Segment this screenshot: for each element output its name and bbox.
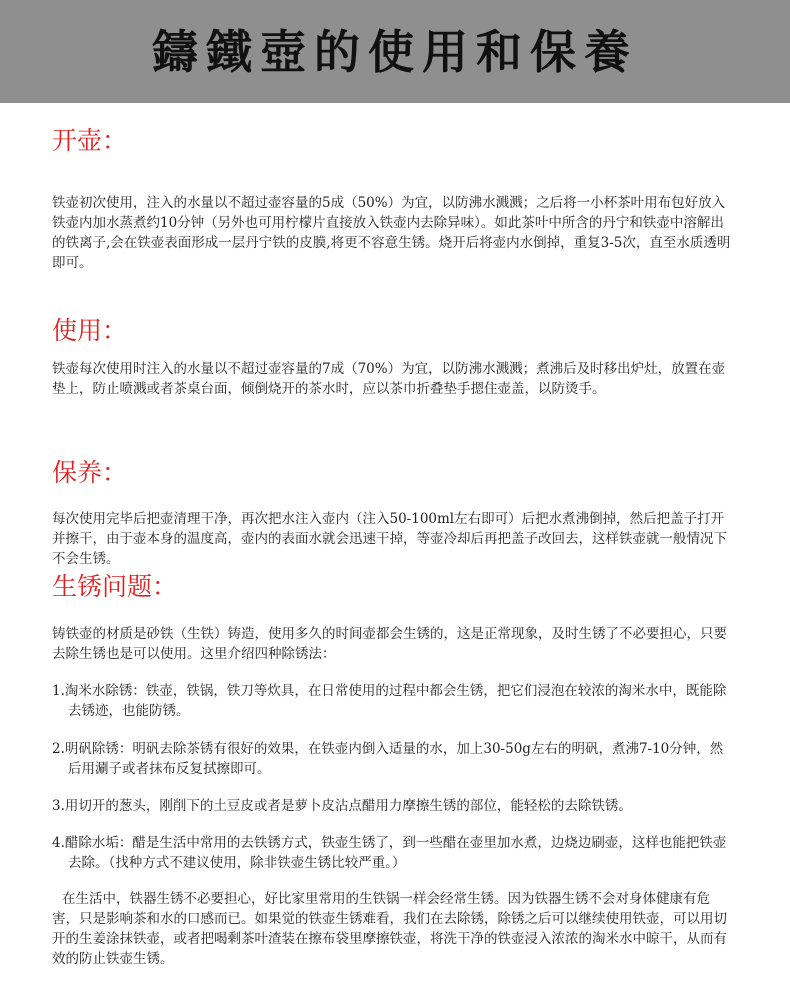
rust-method-2: 2.明矾除锈：明矾去除茶锈有很好的效果，在铁壶内倒入适量的水，加上30-50g左右的明矾，煮沸7-10分钟，然后用涮子或者抹布反复拭擦即可。 bbox=[52, 741, 724, 777]
section-title-open: 开壶： bbox=[52, 126, 128, 155]
section-title-rust: 生锈问题： bbox=[52, 572, 178, 601]
rust-closing: 在生活中，铁器生锈不必要担心，好比家里常用的生铁锅一样会经常生锈。因为铁器生锈不会对身体健康有危害，只是影响茶和水的口感而已。如果觉的铁壶生锈难看，我们在去除锈，除锈之后可以继续使用铁壶，可以用切开的生姜涂抹铁壶，或者把喝剩茶叶渣装在擦布袋里摩擦铁壶，将洗干净的铁壶浸入浓浓的淘米水中晾干，从而有效的防止铁壶生锈。 bbox=[52, 891, 727, 967]
rust-method-1: 1.淘米水除锈：铁壶，铁锅，铁刀等炊具，在日常使用的过程中都会生锈，把它们浸泡在较浓的淘米水中，既能除去锈迹，也能防锈。 bbox=[52, 683, 727, 719]
title-banner bbox=[0, 0, 790, 103]
section-text-open: 铁壶初次使用，注入的水量以不超过壶容量的5成（50%）为宜，以防沸水溅溅；之后将一小杯茶叶用布包好放入铁壶内加水蒸煮约10分钟（另外也可用柠檬片直接放入铁壶内去除异味）。如此茶叶中所含的丹宁和铁壶中溶解出的铁离子,会在铁壶表面形成一层丹宁铁的皮膜,将更不容意生锈。烧开后将壶内水倒掉，重复3-5次，直至水质透明即可。 bbox=[52, 195, 731, 271]
section-title-use: 使用： bbox=[52, 316, 128, 345]
rust-method-4: 4.醋除水垢：醋是生活中常用的去铁锈方式，铁壶生锈了，到一些醋在壶里加水煮，边烧边刷壶，这样也能把铁壶去除。（找种方式不建议使用，除非铁壶生锈比较严重。） bbox=[52, 835, 727, 871]
page-title: 鑄鐵壺的使用和保養 bbox=[152, 24, 638, 79]
section-text-use: 铁壶每次使用时注入的水量以不超过壶容量的7成（70%）为宜，以防沸水溅溅；煮沸后及时移出炉灶，放置在壶垫上，防止喷溅或者茶桌台面，倾倒烧开的茶水时，应以茶巾折叠垫手摁住壶盖，以防烫手。 bbox=[52, 361, 726, 397]
section-text-care: 每次使用完毕后把壶清理干净，再次把水注入壶内（注入50-100ml左右即可）后把水煮沸倒掉，然后把盖子打开并擦干，由于壶本身的温度高，壶内的表面水就会迅速干掉，等壶冷却后再把盖子改回去，这样铁壶就一般情况下不会生锈。 bbox=[52, 511, 727, 567]
section-title-care: 保养： bbox=[52, 458, 128, 487]
rust-method-3: 3.用切开的葱头，刚削下的土豆皮或者是萝卜皮沾点醋用力摩擦生锈的部位，能轻松的去除铁锈。 bbox=[52, 798, 632, 814]
rust-intro: 铸铁壶的材质是砂铁（生铁）铸造，使用多久的时间壶都会生锈的，这是正常现象，及时生锈了不必要担心，只要去除生锈也是可以使用。这里介绍四种除锈法： bbox=[52, 626, 727, 662]
